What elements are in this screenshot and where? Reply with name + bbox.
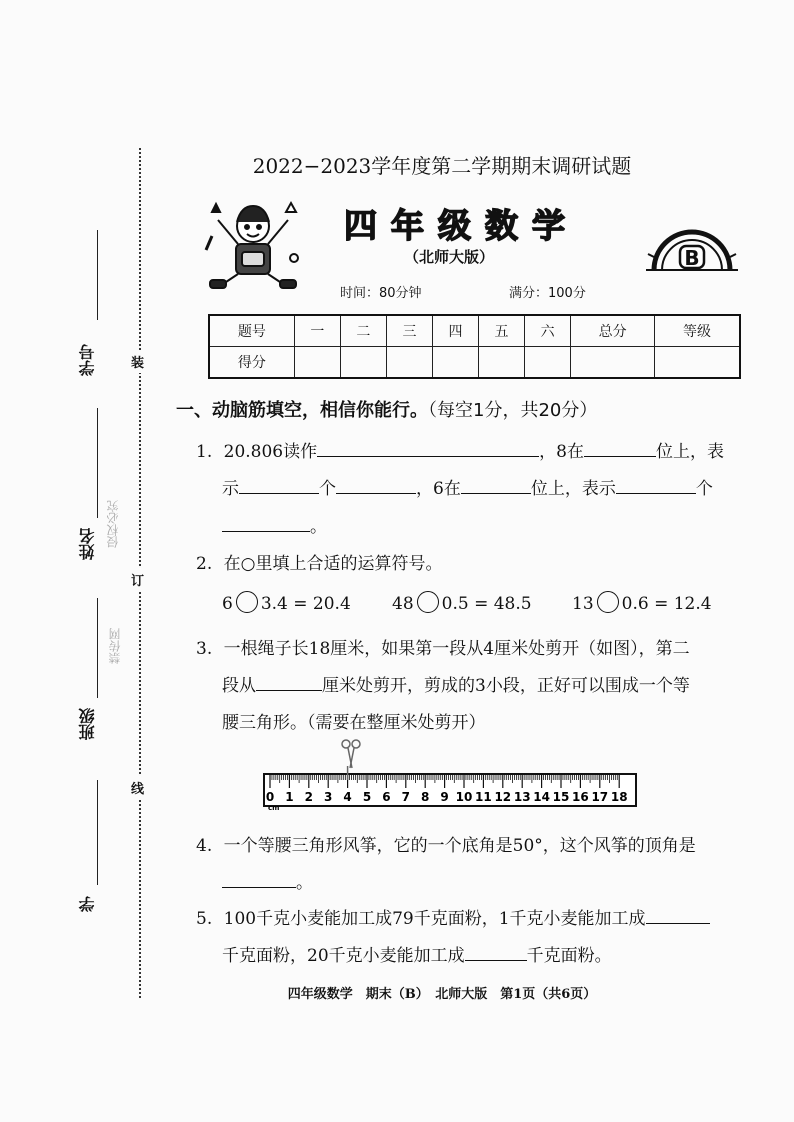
ruler-tick-label: 8 — [421, 790, 430, 804]
student-id-label: 学号 — [78, 344, 97, 376]
answer-blank[interactable] — [317, 438, 539, 457]
question-3-line-2 — [222, 671, 690, 696]
q2-operand: 48 — [392, 594, 414, 614]
answer-blank[interactable] — [461, 475, 531, 494]
q5-line2b: 千克面粉。 — [526, 946, 612, 966]
school-label: 学 — [78, 896, 97, 912]
ruler-tick-label: 9 — [440, 790, 449, 804]
q1-text-h: 个 — [695, 479, 713, 499]
level-badge-letter: B — [684, 246, 700, 270]
ruler-unit-label: cm — [268, 804, 280, 812]
answer-blank[interactable] — [584, 438, 656, 457]
q2-expression-2 — [392, 591, 532, 614]
ruler-tick-label: 3 — [324, 790, 333, 804]
q1-text-d: 示 — [222, 479, 239, 499]
score-cell-header: 六 — [525, 315, 571, 347]
score-cell-header: 总分 — [571, 315, 655, 347]
ruler-tick-label: 2 — [304, 790, 313, 804]
score-table — [208, 314, 741, 379]
score-cell-header: 三 — [386, 315, 432, 347]
question-number: 2. — [196, 554, 213, 574]
full-score: 满分：100分 — [509, 286, 586, 301]
binding-char-ding: 订 — [131, 568, 144, 591]
ruler-tick-label: 0 — [265, 790, 275, 804]
name-line — [97, 408, 98, 518]
q1-text-b: ，8在 — [539, 442, 584, 462]
exam-title: 2022−2023学年度第二学期期末调研试题 — [252, 154, 632, 178]
score-input-cell[interactable] — [571, 347, 655, 379]
q3-line2a: 段从 — [222, 676, 256, 696]
question-number: 4. — [196, 836, 213, 856]
question-5-line-2 — [222, 941, 612, 966]
section-title: 一、动脑筋填空，相信你能行。 — [176, 400, 428, 421]
q2-expression-1 — [222, 591, 351, 614]
score-cell-header: 二 — [340, 315, 386, 347]
score-cell-header: 四 — [432, 315, 478, 347]
question-3-line-1 — [196, 634, 690, 659]
q3-line1: 一根绳子长18厘米，如果第一段从4厘米处剪开（如图），第二 — [223, 639, 690, 659]
student-illustration — [198, 200, 308, 296]
question-4-line-2 — [222, 868, 313, 893]
question-1-line-3 — [222, 512, 327, 537]
ruler-tick-label: 7 — [401, 790, 410, 804]
question-number: 1. — [196, 442, 213, 462]
score-input-cell[interactable] — [340, 347, 386, 379]
edition-label: （北师大版） — [404, 248, 495, 266]
score-input-cell[interactable] — [294, 347, 340, 379]
answer-blank[interactable] — [256, 672, 322, 691]
answer-blank[interactable] — [465, 942, 527, 961]
ruler-tick-label: 11 — [475, 790, 492, 804]
page-footer: 四年级数学 期末（B） 北师大版 第1页（共6页） — [287, 987, 597, 1002]
binding-char-zhuang: 装 — [131, 350, 144, 373]
score-table-header-row — [209, 315, 740, 347]
q1-text-a: 20.806读作 — [223, 442, 318, 462]
question-number: 5. — [196, 909, 213, 929]
answer-blank[interactable] — [239, 475, 319, 494]
section-note: （每空1分，共20分） — [428, 400, 598, 421]
score-input-cell[interactable] — [525, 347, 571, 379]
answer-blank[interactable] — [222, 513, 310, 532]
question-1-line-2 — [222, 474, 713, 499]
score-cell-header: 题号 — [209, 315, 294, 347]
q2-text: 在○里填上合适的运算符号。 — [223, 554, 443, 574]
level-badge — [644, 224, 740, 276]
class-line — [97, 598, 98, 698]
score-row-label: 得分 — [209, 347, 294, 379]
q1-text-g: 位上，表示 — [530, 479, 616, 499]
operator-circle[interactable] — [236, 591, 258, 613]
ruler-tick-label: 18 — [610, 790, 628, 804]
watermark-text-1: 侵权必究 — [106, 500, 120, 548]
operator-circle[interactable] — [417, 591, 439, 613]
ruler-tick-label: 1 — [285, 790, 294, 804]
q5-line1: 100千克小麦能加工成79千克面粉，1千克小麦能加工成 — [223, 909, 646, 929]
score-input-cell[interactable] — [432, 347, 478, 379]
q1-text-i: 。 — [310, 517, 327, 537]
class-label: 班级 — [78, 708, 97, 740]
section-heading — [176, 396, 597, 422]
question-4-line-1 — [196, 831, 696, 856]
answer-blank[interactable] — [336, 475, 416, 494]
binding-char-xian: 线 — [131, 776, 144, 799]
score-cell-header: 五 — [479, 315, 525, 347]
name-label: 姓名 — [78, 528, 97, 560]
question-3-line-3 — [222, 708, 486, 733]
q2-operand: 0.5 = 48.5 — [441, 594, 532, 614]
score-input-cell[interactable] — [386, 347, 432, 379]
score-table-score-row — [209, 347, 740, 379]
question-1-line-1 — [196, 437, 724, 462]
scissors-icon — [342, 740, 360, 768]
ruler-tick-label: 10 — [455, 790, 473, 804]
ruler-figure — [262, 736, 640, 812]
score-input-cell[interactable] — [479, 347, 525, 379]
q1-text-e: 个 — [319, 479, 336, 499]
q5-line2a: 千克面粉，20千克小麦能加工成 — [222, 946, 465, 966]
subject-title: 四年级数学 — [344, 206, 579, 245]
ruler-tick-label: 12 — [494, 790, 512, 804]
student-id-line — [97, 230, 98, 320]
ruler-tick-label: 6 — [382, 790, 391, 804]
q2-expression-3 — [572, 591, 712, 614]
q3-line3: 腰三角形。（需要在整厘米处剪开） — [222, 713, 486, 733]
ruler-tick-label: 13 — [513, 790, 531, 804]
school-line — [97, 780, 98, 885]
q1-text-c: 位上，表 — [655, 442, 724, 462]
answer-blank[interactable] — [646, 905, 710, 924]
score-input-cell[interactable] — [655, 347, 740, 379]
ruler-tick-label: 17 — [591, 790, 609, 804]
ruler-tick-label: 16 — [572, 790, 589, 804]
score-cell-header: 等级 — [655, 315, 740, 347]
q4-line1: 一个等腰三角形风筝，它的一个底角是50°，这个风筝的顶角是 — [223, 836, 696, 856]
ruler-tick-label: 5 — [362, 790, 372, 804]
score-cell-header: 一 — [294, 315, 340, 347]
q2-operand: 3.4 = 20.4 — [260, 594, 351, 614]
q1-text-f: ，6在 — [416, 479, 461, 499]
q4-end: 。 — [296, 873, 313, 893]
q2-operand: 13 — [572, 594, 594, 614]
q3-line2b: 厘米处剪开，剪成的3小段，正好可以围成一个等 — [322, 676, 690, 696]
q2-operand: 0.6 = 12.4 — [621, 594, 712, 614]
answer-blank[interactable] — [616, 475, 696, 494]
operator-circle[interactable] — [597, 591, 619, 613]
ruler-tick-label: 14 — [533, 790, 550, 804]
question-number: 3. — [196, 639, 213, 659]
answer-blank[interactable] — [222, 869, 296, 888]
watermark-text-2: 禁传网 — [108, 628, 122, 664]
question-5-line-1 — [196, 904, 710, 929]
exam-time: 时间：80分钟 — [340, 286, 422, 301]
ruler-tick-label: 4 — [343, 790, 352, 804]
q2-operand: 6 — [222, 594, 233, 614]
ruler-tick-label: 15 — [552, 790, 570, 804]
question-2 — [196, 549, 442, 574]
